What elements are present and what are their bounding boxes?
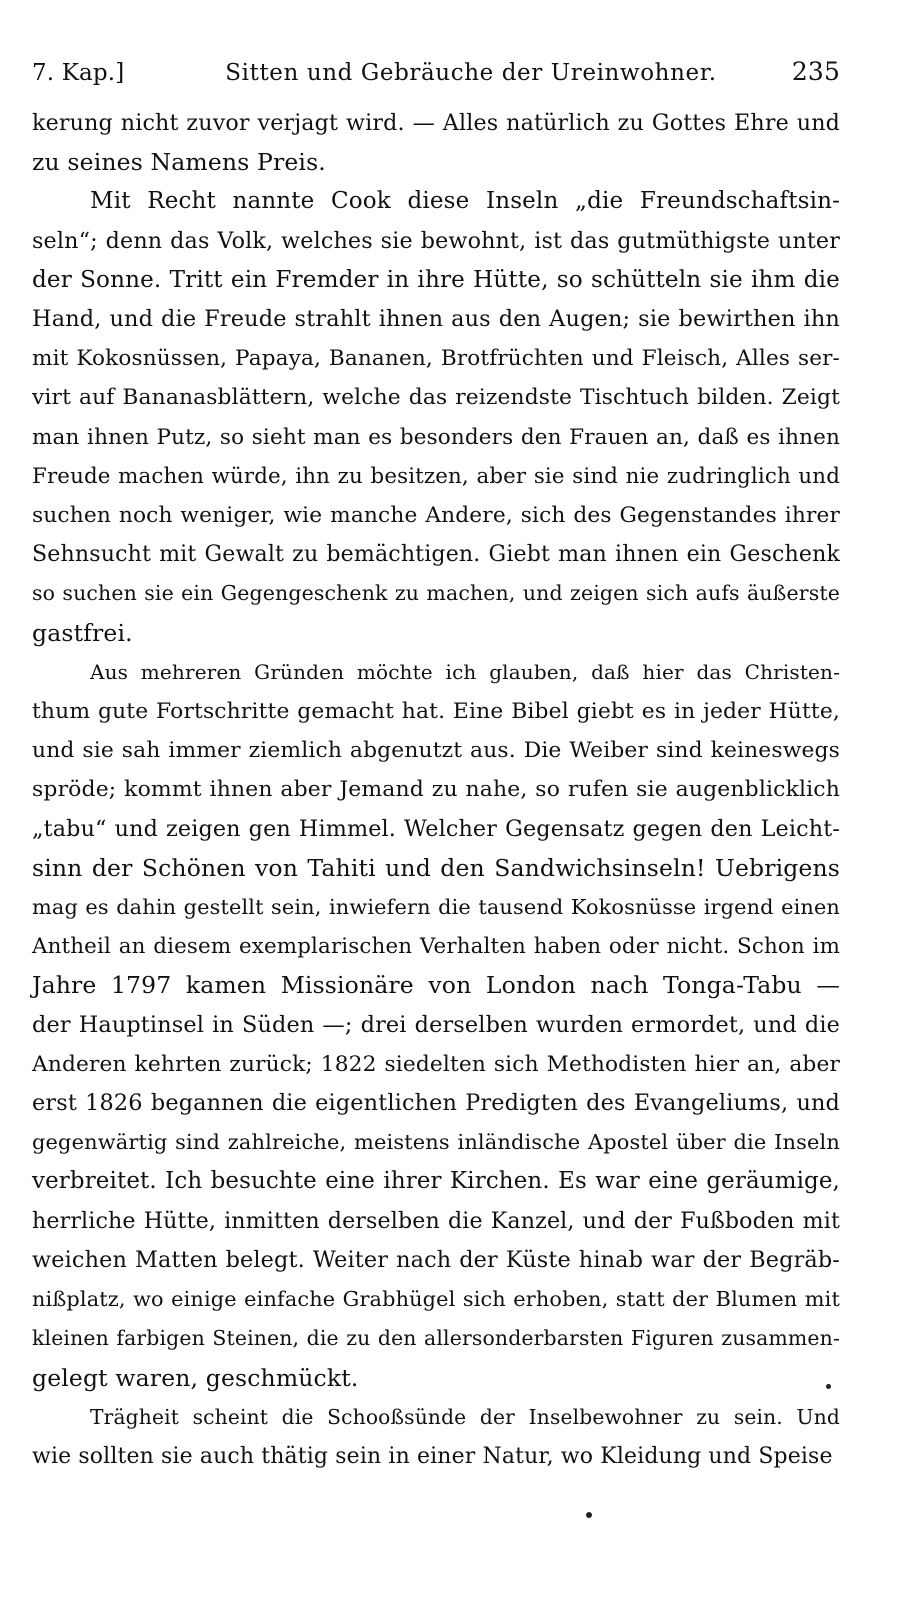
text-line: seln“; denn das Volk, welches sie bewohnt, ist das gutmüthigste unter	[32, 227, 840, 254]
text-line: „tabu“ und zeigen gen Himmel. Welcher Gegensatz gegen den Leicht-	[32, 815, 840, 842]
text-line: kleinen farbigen Steinen, die zu den allersonderbarsten Figuren zusammen-	[32, 1326, 840, 1351]
text-line: Hand, und die Freude strahlt ihnen aus den Augen; sie bewirthen ihn	[32, 306, 840, 333]
paragraph	[32, 653, 840, 1398]
running-title: Sitten und Gebräuche der Ureinwohner.	[225, 60, 717, 86]
paragraph	[32, 182, 840, 652]
text-line: mit Kokosnüssen, Papaya, Bananen, Brotfrüchten und Fleisch, Alles ser-	[32, 346, 840, 372]
ink-speck	[826, 1384, 831, 1389]
text-line: Trägheit scheint die Schooßsünde der Inselbewohner zu sein. Und	[90, 1404, 840, 1429]
text-line: sinn der Schönen von Tahiti und den Sandwichsinseln! Uebrigens	[32, 853, 840, 882]
text-line: Freude machen würde, ihn zu besitzen, aber sie sind nie zudringlich und	[32, 463, 840, 489]
text-line: und sie sah immer ziemlich abgenutzt aus. Die Weiber sind keineswegs	[32, 738, 840, 764]
text-line: gegenwärtig sind zahlreiche, meistens inländische Apostel über die Inseln	[32, 1130, 840, 1155]
text-line: der Hauptinsel in Süden —; drei derselben wurden ermordet, und die	[32, 1011, 840, 1038]
page-number: 235	[791, 57, 840, 86]
text-line: gastfrei.	[32, 618, 133, 647]
text-line: spröde; kommt ihnen aber Jemand zu nahe, so rufen sie augenblicklich	[32, 777, 840, 803]
text-line: nißplatz, wo einige einfache Grabhügel sich erhoben, statt der Blumen mit	[32, 1287, 840, 1312]
running-header	[32, 52, 840, 92]
text-line: weichen Matten belegt. Weiter nach der Küste hinab war der Begräb-	[32, 1246, 840, 1273]
text-line: thum gute Fortschritte gemacht hat. Eine Bibel giebt es in jeder Hütte,	[32, 699, 840, 725]
text-line: verbreitet. Ich besuchte eine ihrer Kirchen. Es war eine geräumige,	[32, 1168, 840, 1195]
text-line: virt auf Bananasblättern, welche das reizendste Tischtuch bilden. Zeigt	[32, 385, 840, 411]
chapter-label: 7. Kap.]	[32, 60, 125, 86]
text-line: suchen noch weniger, wie manche Andere, sich des Gegenstandes ihrer	[32, 503, 840, 529]
text-line: herrliche Hütte, inmitten derselben die Kanzel, und der Fußboden mit	[32, 1207, 840, 1234]
text-line: mag es dahin gestellt sein, inwiefern die tausend Kokosnüsse irgend einen	[32, 895, 840, 920]
paragraph	[32, 1398, 840, 1476]
text-line: gelegt waren, geschmückt.	[32, 1363, 359, 1392]
text-line: Antheil an diesem exemplarischen Verhalten haben oder nicht. Schon im	[32, 934, 840, 960]
text-line: so suchen sie ein Gegengeschenk zu machen, und zeigen sich aufs äußerste	[32, 581, 840, 606]
text-line: kerung nicht zuvor verjagt wird. — Alles natürlich zu Gottes Ehre und	[32, 110, 840, 136]
text-line: Sehnsucht mit Gewalt zu bemächtigen. Giebt man ihnen ein Geschenk	[32, 541, 840, 568]
body-text	[32, 104, 840, 1476]
ink-speck	[586, 1512, 592, 1518]
text-line: Jahre 1797 kamen Missionäre von London nach Tonga-Tabu —	[32, 971, 840, 1000]
text-line: Anderen kehrten zurück; 1822 siedelten sich Methodisten hier an, aber	[32, 1051, 840, 1077]
text-line: wie sollten sie auch thätig sein in einer Natur, wo Kleidung und Speise	[32, 1443, 833, 1469]
text-line: der Sonne. Tritt ein Fremder in ihre Hütte, so schütteln sie ihm die	[32, 266, 840, 293]
text-line: Aus mehreren Gründen möchte ich glauben, daß hier das Christen-	[90, 659, 840, 684]
text-line: zu seines Namens Preis.	[32, 148, 326, 177]
paragraph	[32, 104, 840, 182]
text-line: erst 1826 begannen die eigentlichen Predigten des Evangeliums, und	[32, 1090, 840, 1117]
text-line: Mit Recht nannte Cook diese Inseln „die Freundschaftsin-	[90, 188, 840, 215]
text-line: man ihnen Putz, so sieht man es besonders den Frauen an, daß es ihnen	[32, 424, 840, 450]
